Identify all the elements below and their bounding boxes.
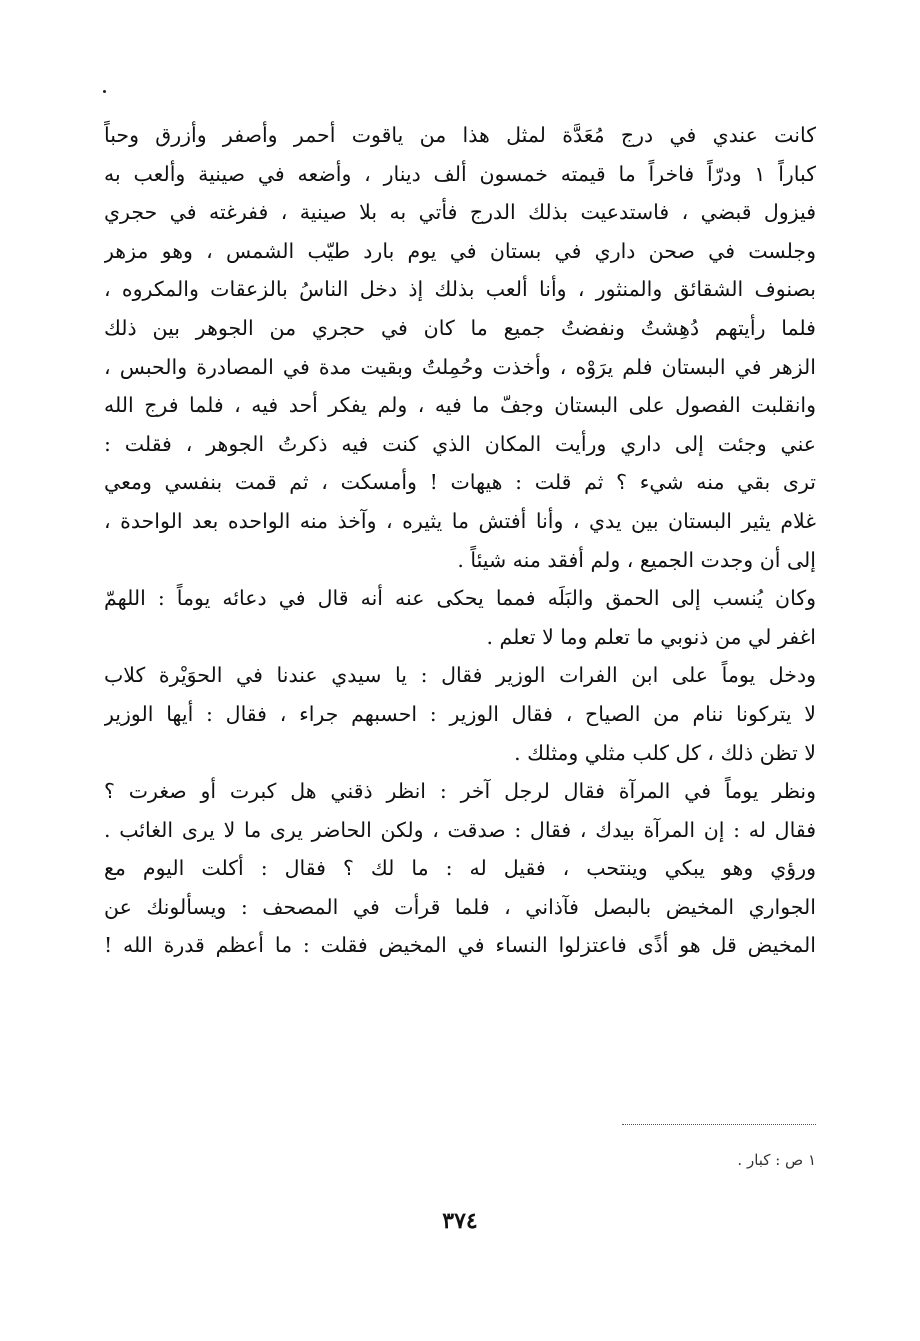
text-line-16: لا يتركونا ننام من الصياح ، فقال الوزير : احسبهم جراء ، فقال : أيها الوزير: [104, 701, 816, 726]
text-line-17: لا تظن ذلك ، كل كلب مثلي ومثلك .: [514, 740, 816, 765]
text-line-7: الزهر في البستان فلم يرَوْه ، وأخذت وحُمِلتُ وبقيت مدة في المصادرة والحبس ،: [104, 354, 816, 379]
text-line-4: وجلست في صحن داري في بستان في يوم بارد طيّب الشمس ، وهو مزهر: [104, 238, 816, 263]
text-line-13: وكان يُنسب إلى الحمق والبَلَه فمما يحكى عنه أنه قال في دعائه يوماً : اللهمّ: [104, 586, 816, 611]
text-line-3: فيزول قبضي ، فاستدعيت بذلك الدرج فأتي به بلا صينية ، ففرغته في حجري: [104, 200, 816, 225]
text-line-20: ورؤي وهو يبكي وينتحب ، فقيل له : ما لك ؟ فقال : أكلت اليوم مع: [104, 856, 816, 881]
stray-ink-dot: [103, 90, 106, 93]
text-line-19: فقال له : إن المرآة بيدك ، فقال : صدقت ، ولكن الحاضر يرى ما لا يرى الغائب .: [104, 817, 816, 842]
body-text: [104, 116, 816, 965]
text-line-11: غلام يثير البستان بين يدي ، وأنا أفتش ما يثيره ، وآخذ منه الواحده بعد الواحدة ،: [104, 508, 816, 533]
text-line-6: فلما رأيتهم دُهِشتُ ونفضتُ جميع ما كان في حجري من الجوهر بين ذلك: [104, 315, 816, 340]
text-line-9: عني وجئت إلى داري ورأيت المكان الذي كنت فيه ذكرتُ الجوهر ، فقلت :: [104, 431, 816, 456]
text-line-8: وانقلبت الفصول على البستان وجفّ ما فيه ، ولم يفكر أحد فيه ، فلما فرج الله: [104, 393, 816, 418]
text-line-14: اغفر لي من ذنوبي ما تعلم وما لا تعلم .: [486, 624, 816, 649]
text-line-21: الجواري المخيض بالبصل فآذاني ، فلما قرأت في المصحف : ويسألونك عن: [104, 894, 816, 919]
text-line-12: إلى أن وجدت الجميع ، ولم أفقد منه شيئاً .: [457, 547, 816, 572]
footnote: ١ ص : كبار .: [737, 1151, 816, 1169]
text-line-5: بصنوف الشقائق والمنثور ، وأنا ألعب بذلك إذ دخل الناسُ بالزعقات والمكروه ،: [104, 277, 816, 302]
text-line-15: ودخل يوماً على ابن الفرات الوزير فقال : يا سيدي عندنا في الحوَيْرة كلاب: [104, 663, 816, 688]
text-line-2: كباراً ١ ودرّاً فاخراً ما قيمته خمسون ألف دينار ، وأضعه في صينية وألعب به: [104, 161, 816, 186]
text-line-18: ونظر يوماً في المرآة فقال لرجل آخر : انظر ذقني هل كبرت أو صغرت ؟: [104, 779, 816, 804]
page-number: ٣٧٤: [442, 1208, 478, 1234]
footnote-separator: [622, 1124, 816, 1125]
text-line-1: كانت عندي في درج مُعَدَّة لمثل هذا من ياقوت أحمر وأصفر وأزرق وحباً: [104, 123, 816, 147]
text-line-22: المخيض قل هو أذًى فاعتزلوا النساء في المخيض فقلت : ما أعظم قدرة الله !: [104, 933, 816, 958]
text-line-10: ترى بقي منه شيء ؟ ثم قلت : هيهات ! وأمسكت ، ثم قمت بنفسي ومعي: [104, 470, 816, 495]
